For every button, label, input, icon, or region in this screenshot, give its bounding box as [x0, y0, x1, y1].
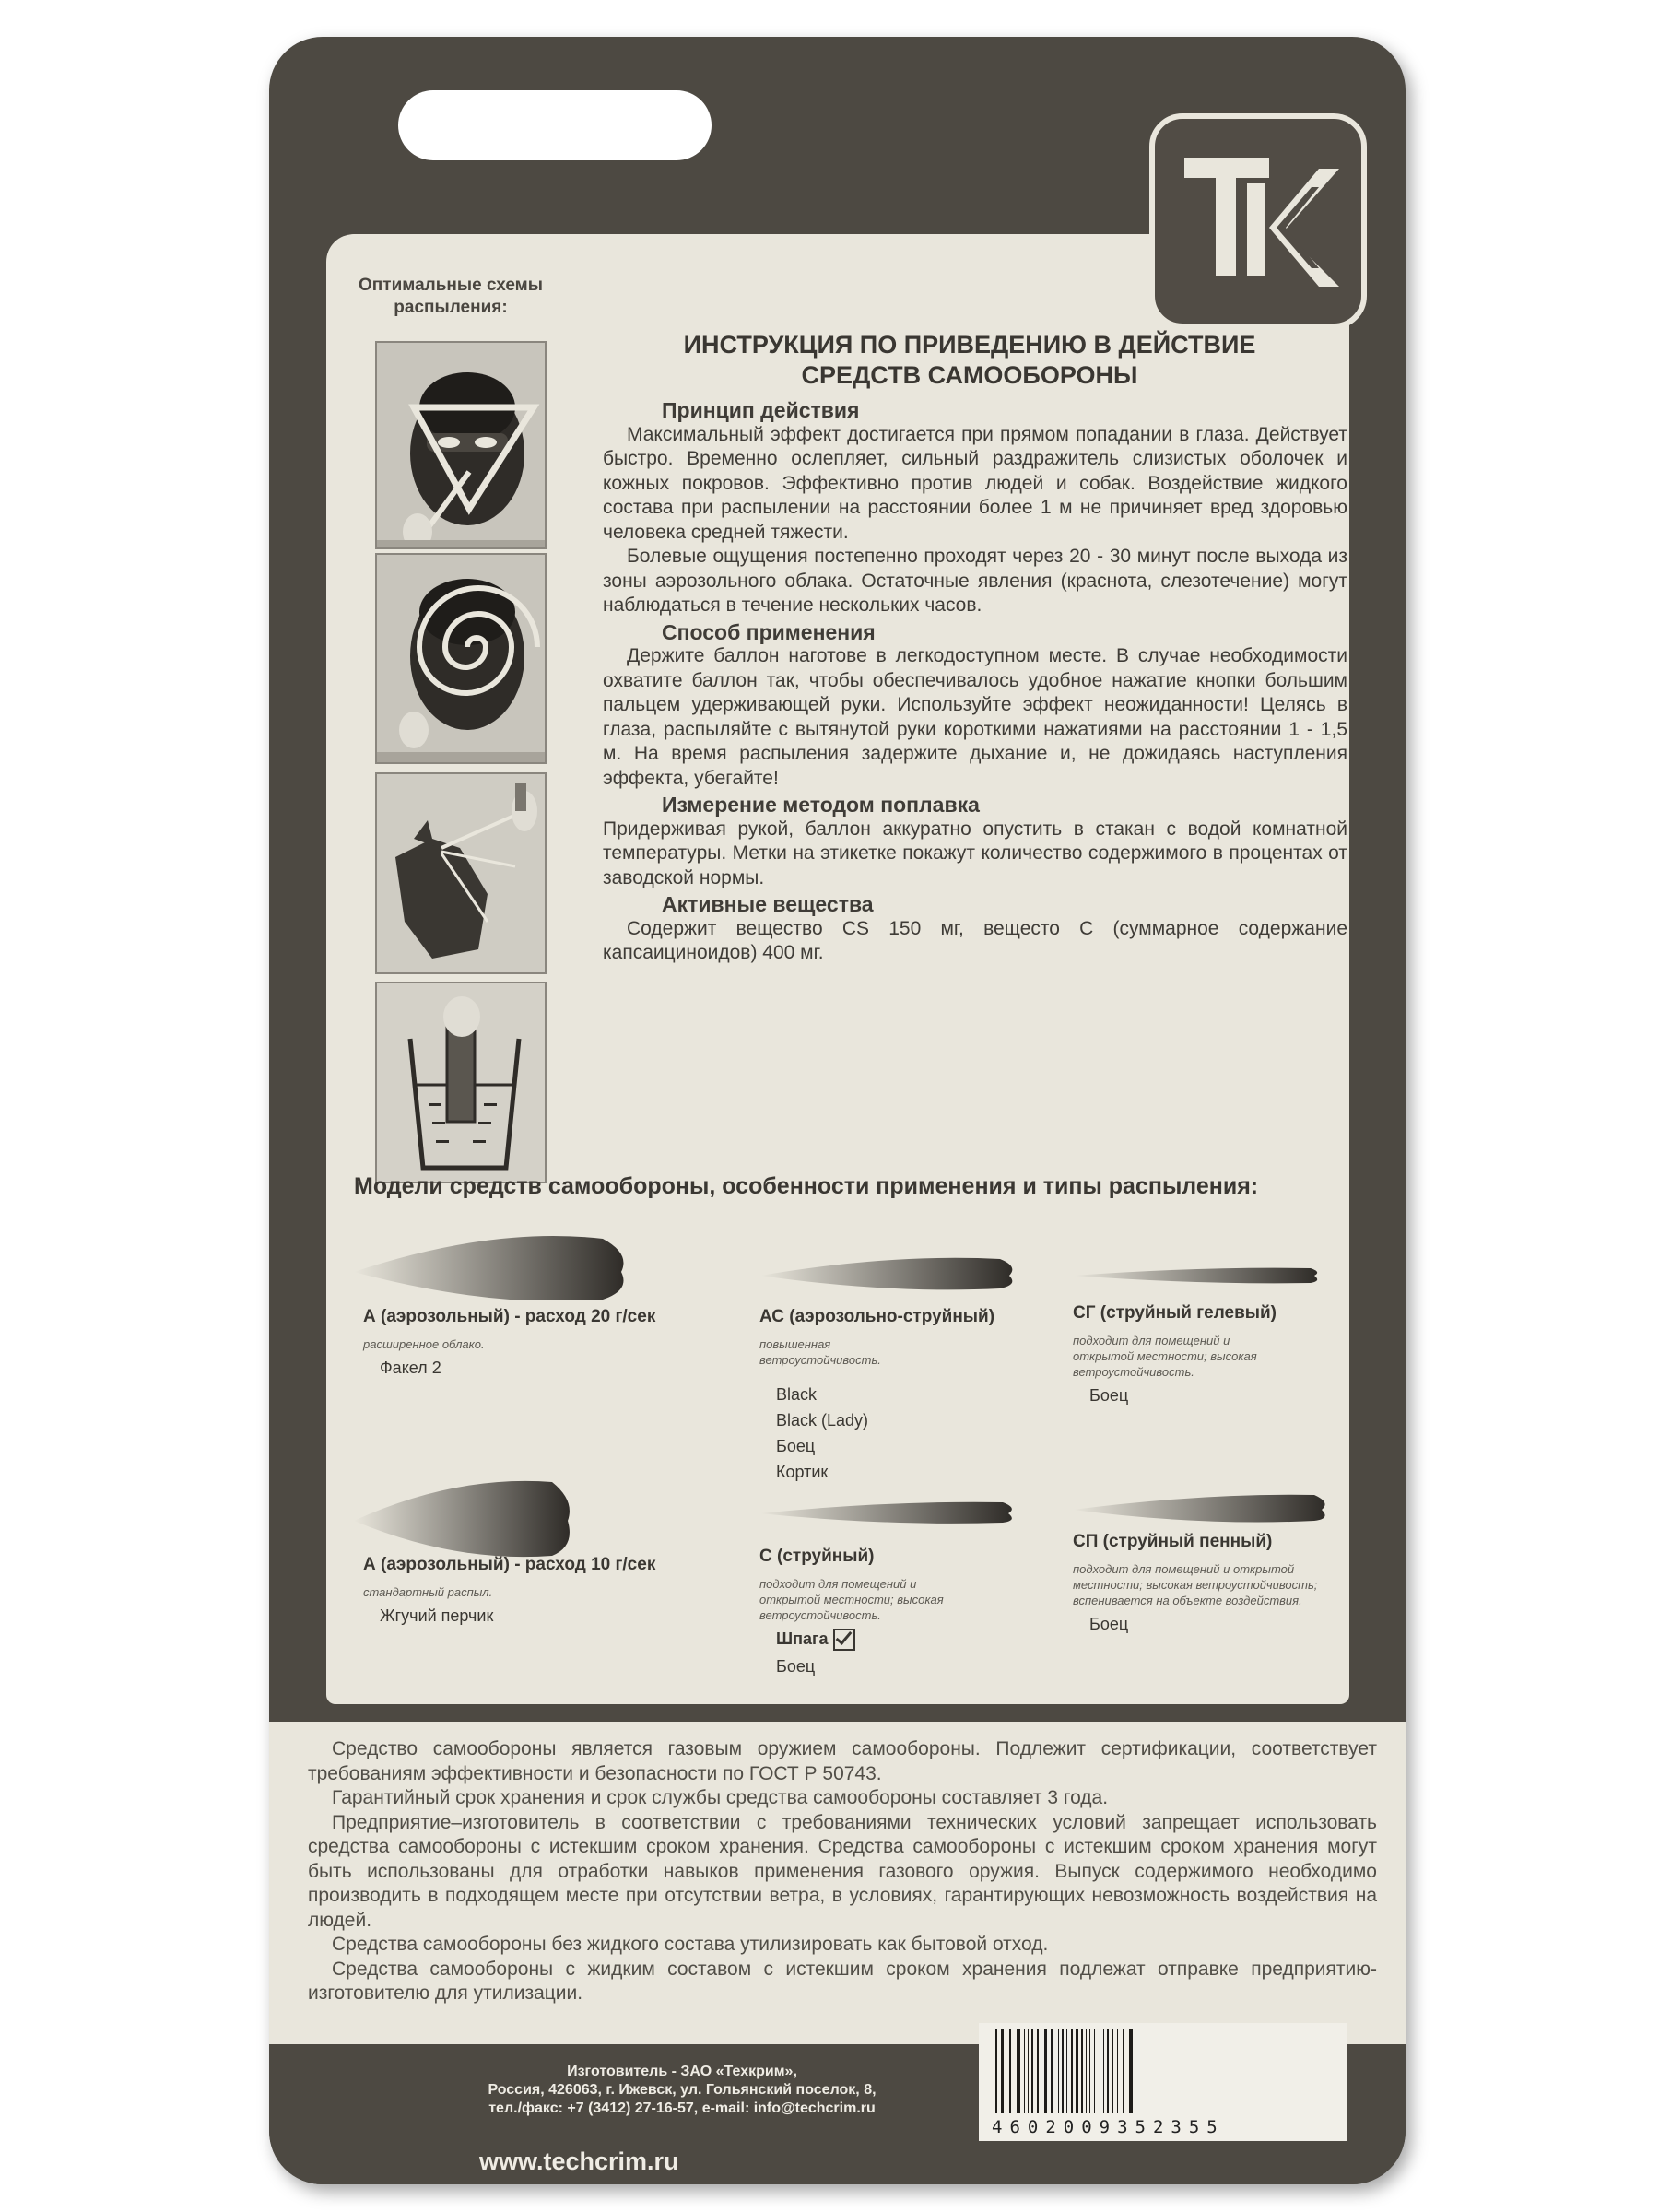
model-c-name: С (струйный)	[759, 1547, 875, 1566]
model-sp-item: Боец	[1089, 1615, 1129, 1633]
scheme-spiral-illustration	[375, 553, 547, 764]
barcode-bar	[1009, 2029, 1011, 2113]
certification-paragraph: Предприятие–изготовитель в соответствии с требованиями технических условий запрещает использовать средства самообороны с истекшим сроком хранения. Средства самообороны с истекшим сроком хранения могут быть использованы для отработки навыков применения газового оружия. Выпуск содержимого необходимо производить в подходящем месте при отсутствии ветра, в условиях, гарантирующих невозможность воздействия на людей.	[308, 1811, 1377, 1931]
barcode-bar	[1062, 2029, 1064, 2113]
method-paragraph: Держите баллон наготове в легкодоступном месте. В случае необходимости охватите баллон так, чтобы обеспечивалось удобное нажатие кнопки большим пальцем удерживающей руки. Используйте эффект неожиданности! Целясь в глаза, распыляйте с вытянутой руки короткими нажатиями на расстоянии 1 - 1,5 м. На время распыления задержите дыхание и, не дожидаясь наступления эффекта, убегайте!	[603, 645, 1347, 789]
barcode-bar	[1017, 2029, 1020, 2113]
barcode-bar	[1001, 2029, 1004, 2113]
model-a20-note: расширенное облако.	[363, 1337, 485, 1351]
barcode-bar	[1028, 2029, 1029, 2113]
model-a20-name: А (аэрозольный) - расход 20 г/сек	[363, 1307, 656, 1326]
active-title: Активные вещества	[662, 892, 874, 916]
certification-paragraph: Средство самообороны является газовым оружием самообороны. Подлежит сертификации, соответствует требованиям эффективности и безопасности по ГОСТ Р 50743.	[308, 1738, 1377, 1784]
barcode-bar	[1103, 2029, 1104, 2113]
spray-gel-jet-icon	[1073, 1263, 1322, 1288]
manufacturer-line: тел./факс: +7 (3412) 27-16-57, e-mail: info@techcrim.ru	[488, 2100, 876, 2116]
model-ac-name: АС (аэрозольно-струйный)	[759, 1307, 995, 1326]
scheme-dog-illustration	[375, 772, 547, 974]
manufacturer-line: Россия, 426063, г. Ижевск, ул. Гольянский поселок, 8,	[488, 2082, 877, 2098]
model-sp-note: подходит для помещений и открытой местности; высокая ветроустойчивость; вспенивается на объекте воздействия.	[1073, 1562, 1318, 1607]
model-ac-note: повышенная ветроустойчивость.	[759, 1337, 881, 1367]
barcode-bar	[1058, 2029, 1059, 2113]
barcode	[979, 2023, 1347, 2141]
float-title: Измерение методом поплавка	[662, 793, 980, 817]
barcode-bar	[1031, 2029, 1033, 2113]
model-c-note: подходит для помещений и открытой местности; высокая ветроустойчивость.	[759, 1577, 944, 1622]
model-a10	[363, 1555, 732, 1626]
schemes-title: Оптимальные схемы распыления:	[359, 276, 543, 317]
model-a20	[363, 1307, 732, 1378]
manufacturer-info	[387, 2063, 977, 2118]
spray-aerosol-jet-icon	[760, 1253, 1018, 1292]
barcode-bar	[1094, 2029, 1095, 2113]
model-c	[759, 1547, 1054, 1677]
spray-wide-cloud-icon	[354, 1235, 630, 1300]
barcode-bar	[1089, 2029, 1090, 2113]
float-method-illustration	[375, 982, 547, 1183]
model-c-item	[759, 1629, 1054, 1651]
barcode-bar	[1107, 2029, 1109, 2113]
instruction-heading: ИНСТРУКЦИЯ ПО ПРИВЕДЕНИЮ В ДЕЙСТВИЕ СРЕДСТВ САМООБОРОНЫ	[683, 331, 1256, 389]
model-sg-name: СГ (струйный гелевый)	[1073, 1303, 1277, 1323]
model-sg-item: Боец	[1089, 1386, 1129, 1405]
packaging-card	[269, 37, 1406, 2184]
barcode-bars	[992, 2029, 1336, 2117]
model-a10-name: А (аэрозольный) - расход 10 г/сек	[363, 1555, 656, 1574]
barcode-bar	[1123, 2029, 1124, 2113]
certification-paragraph: Гарантийный срок хранения и срок службы средства самообороны составляет 3 года.	[332, 1787, 1109, 1808]
barcode-bar	[1086, 2029, 1087, 2113]
spray-standard-cloud-icon	[354, 1475, 575, 1558]
model-ac-item: Кортик	[776, 1463, 829, 1481]
spray-jet-icon	[759, 1499, 1018, 1526]
model-a10-item: Жгучий перчик	[380, 1606, 494, 1625]
model-sp	[1073, 1532, 1349, 1634]
principle-title: Принцип действия	[662, 398, 860, 422]
website: www.techcrim.ru	[479, 2147, 679, 2175]
check-icon	[833, 1629, 855, 1651]
barcode-bar	[1051, 2029, 1053, 2113]
active-paragraph: Содержит вещество CS 150 мг, вещесто С (суммарное содержание капсаициноидов) 400 мг.	[603, 917, 1347, 963]
barcode-bar	[1024, 2029, 1025, 2113]
model-sg-note: подходит для помещений и открытой местности; высокая ветроустойчивость.	[1073, 1334, 1257, 1379]
hang-hole	[398, 90, 712, 160]
manufacturer-line: Изготовитель - ЗАО «Техкрим»,	[567, 2064, 797, 2079]
model-sg	[1073, 1303, 1349, 1406]
principle-paragraph-2: Болевые ощущения постепенно проходят через 20 - 30 минут после выхода из зоны аэрозольного облака. Остаточные явления (краснота, слезотечение) могут наблюдаться в течение нескольких часов.	[603, 546, 1347, 616]
barcode-bar	[995, 2029, 997, 2113]
barcode-bar	[1037, 2029, 1039, 2113]
tk-logo	[1149, 113, 1367, 329]
barcode-number: 4602009352355	[992, 2117, 1225, 2137]
barcode-bar	[1076, 2029, 1078, 2113]
spray-foam-jet-icon	[1073, 1491, 1331, 1524]
model-c-item: Боец	[776, 1657, 816, 1677]
models-title: Модели средств самообороны, особенности применения и типы распыления:	[354, 1173, 1259, 1199]
model-c-item-label: Шпага	[776, 1630, 829, 1648]
model-a10-note: стандартный распыл.	[363, 1585, 493, 1599]
barcode-bar	[1071, 2029, 1073, 2113]
scheme-triangle-illustration	[375, 341, 547, 549]
certification-text	[308, 1737, 1377, 2006]
barcode-bar	[1112, 2029, 1113, 2113]
model-sp-name: СП (струйный пенный)	[1073, 1532, 1273, 1551]
certification-paragraph: Средства самообороны без жидкого состава утилизировать как бытовой отход.	[332, 1934, 1049, 1955]
barcode-bar	[1044, 2029, 1047, 2113]
barcode-bar	[1129, 2029, 1133, 2113]
barcode-bar	[1066, 2029, 1067, 2113]
float-paragraph: Придерживая рукой, баллон аккуратно опустить в стакан с водой комнатной температуры. Метки на этикетке покажут количество содержимого в процентах от заводской нормы.	[603, 818, 1347, 888]
principle-paragraph-1: Максимальный эффект достигается при прямом попадании в глаза. Действует быстро. Временно ослепляет, сильный раздражитель слизистых оболочек и кожных покровов. Эффективно против людей и собак. Воздействие жидкого состава при распылении на расстоянии более 1 м не причиняет вред здоровью человека средней тяжести.	[603, 423, 1347, 543]
model-ac-item: Black	[776, 1385, 818, 1404]
model-ac-item: Black (Lady)	[776, 1411, 869, 1430]
model-ac	[759, 1307, 1054, 1482]
barcode-bar	[1117, 2029, 1118, 2113]
certification-paragraph: Средства самообороны с жидким составом с истекшим сроком хранения подлежат отправке предприятию-изготовителю для утилизации.	[308, 1958, 1377, 2004]
barcode-bar	[1081, 2029, 1083, 2113]
instruction-text	[603, 396, 1347, 966]
method-title: Способ применения	[662, 619, 876, 644]
model-a20-item: Факел 2	[380, 1359, 441, 1377]
model-ac-item: Боец	[776, 1437, 816, 1455]
tk-logo-icon	[1155, 119, 1361, 324]
